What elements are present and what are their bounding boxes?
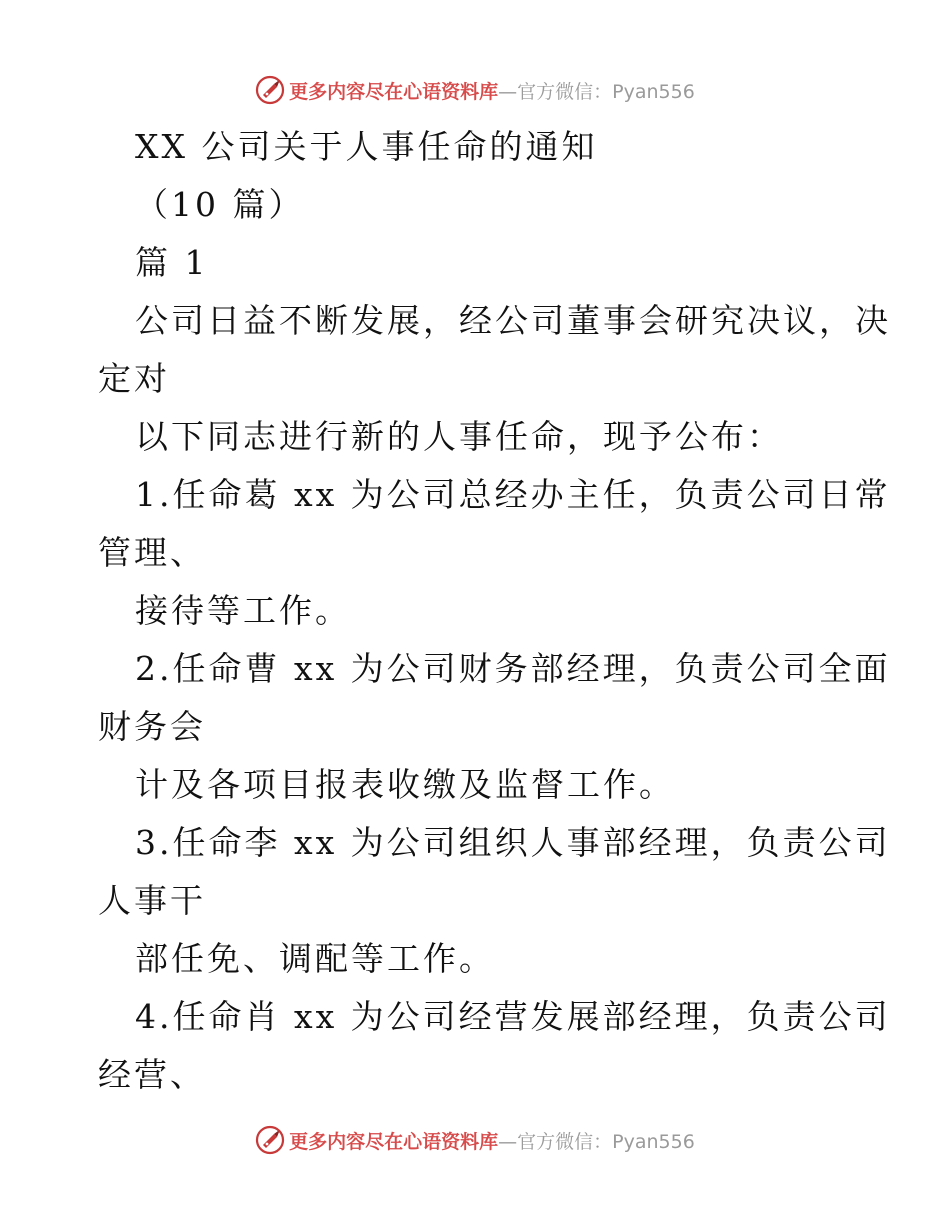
paragraph-line: 接待等工作。 <box>135 591 351 630</box>
paragraph-line: 以下同志进行新的人事任命，现予公布： <box>135 417 783 456</box>
paragraph-line: 2.任命曹 xx 为公司财务部经理，负责公司全面 <box>135 649 891 688</box>
paragraph-line: 计及各项目报表收缴及监督工作。 <box>135 765 675 804</box>
paragraph-line: 经营、 <box>98 1055 206 1094</box>
paragraph-line: 管理、 <box>98 533 206 572</box>
watermark-text: 更多内容尽在心语资料库—官方微信：Pyan556 <box>289 80 695 103</box>
paragraph-line: 3.任命李 xx 为公司组织人事部经理，负责公司 <box>135 823 891 862</box>
document-title: XX 公司关于人事任命的通知 <box>135 127 598 166</box>
watermark-text: 更多内容尽在心语资料库—官方微信：Pyan556 <box>289 1130 695 1153</box>
header-watermark-banner <box>0 70 950 110</box>
pen-nib-logo-icon <box>255 1125 285 1155</box>
paragraph-line: 人事干 <box>98 881 206 920</box>
paragraph-line: 定对 <box>98 359 170 398</box>
paragraph-line: 财务会 <box>98 707 206 746</box>
pen-nib-logo-icon <box>255 75 285 105</box>
document-body <box>98 118 891 1104</box>
footer-watermark-banner <box>0 1120 950 1160</box>
paragraph-line: 部任免、调配等工作。 <box>135 939 495 978</box>
document-subtitle: （10 篇） <box>135 185 305 224</box>
paragraph-line: 1.任命葛 xx 为公司总经办主任，负责公司日常 <box>135 475 891 514</box>
paragraph-line: 公司日益不断发展，经公司董事会研究决议，决 <box>135 301 891 340</box>
section-heading: 篇 1 <box>135 243 209 282</box>
paragraph-line: 4.任命肖 xx 为公司经营发展部经理，负责公司 <box>135 997 891 1036</box>
